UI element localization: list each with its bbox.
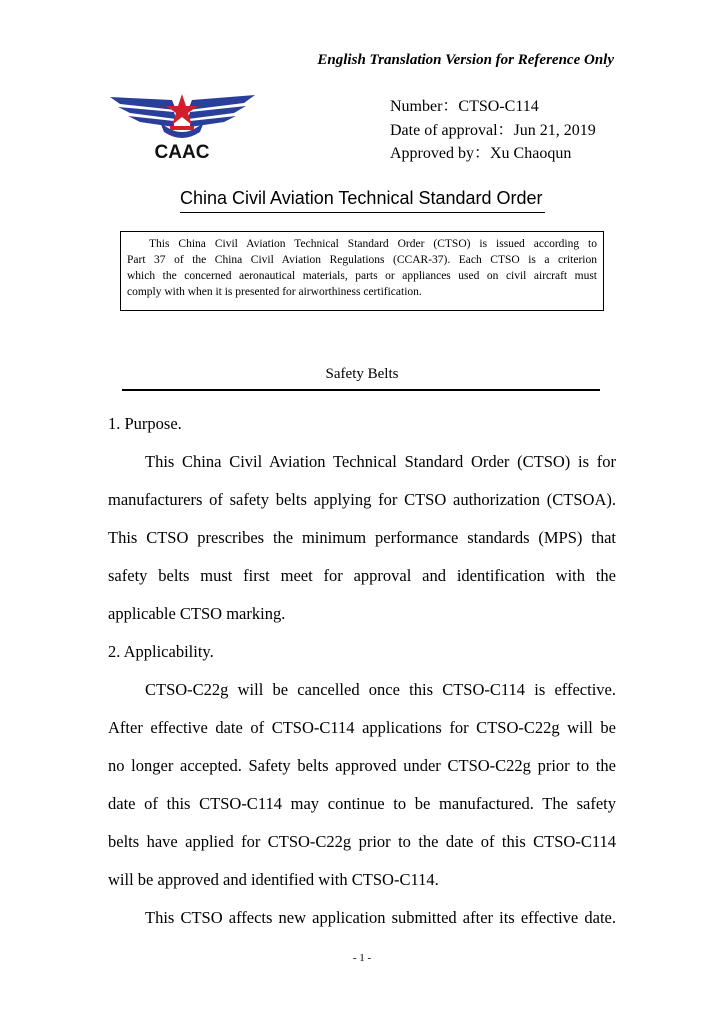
section-heading: 2. Applicability. bbox=[108, 642, 214, 661]
body-line: This CTSO prescribes the minimum performance standards (MPS) that bbox=[108, 528, 616, 547]
logo-text: CAAC bbox=[154, 142, 210, 162]
notice-line: comply with when it is presented for airworthiness certification. bbox=[127, 286, 422, 298]
subject-heading: Safety Belts bbox=[325, 366, 399, 382]
approval-date: Date of approval：Jun 21, 2019 bbox=[390, 122, 596, 139]
page-number: - 1 - bbox=[352, 952, 372, 964]
body-line: CTSO-C22g will be cancelled once this CTSO-C114 is effective. bbox=[145, 680, 616, 699]
caac-logo bbox=[110, 92, 255, 162]
body-line: After effective date of CTSO-C114 applications for CTSO-C22g will be bbox=[108, 718, 616, 737]
notice-line: Part 37 of the China Civil Aviation Regulations (CCAR-37). Each CTSO is a criterion bbox=[127, 254, 597, 266]
notice-line: which the concerned aeronautical materials, parts or appliances used on civil aircraft must bbox=[127, 270, 597, 282]
body-line: belts have applied for CTSO-C22g prior to the date of this CTSO-C114 bbox=[108, 832, 616, 851]
body-line: This CTSO affects new application submitted after its effective date. bbox=[145, 908, 616, 927]
notice-line: This China Civil Aviation Technical Standard Order (CTSO) is issued according to bbox=[149, 238, 597, 250]
translation-notice: English Translation Version for Reference Only bbox=[317, 52, 614, 68]
section-heading: 1. Purpose. bbox=[108, 414, 182, 433]
body-line: no longer accepted. Safety belts approved under CTSO-C22g prior to the bbox=[108, 756, 616, 775]
body-line: applicable CTSO marking. bbox=[108, 604, 286, 623]
notice-box bbox=[120, 231, 604, 311]
document-number: Number：CTSO-C114 bbox=[390, 98, 539, 115]
document-title: China Civil Aviation Technical Standard Order bbox=[180, 188, 545, 213]
body-line: manufacturers of safety belts applying for CTSO authorization (CTSOA). bbox=[108, 490, 616, 509]
body-line: safety belts must first meet for approval and identification with the bbox=[108, 566, 616, 585]
divider bbox=[122, 389, 600, 391]
approved-by: Approved by：Xu Chaoqun bbox=[390, 145, 572, 162]
body-line: This China Civil Aviation Technical Standard Order (CTSO) is for bbox=[145, 452, 616, 471]
body-line: date of this CTSO-C114 may continue to be manufactured. The safety bbox=[108, 794, 616, 813]
body-line: will be approved and identified with CTSO-C114. bbox=[108, 870, 439, 889]
